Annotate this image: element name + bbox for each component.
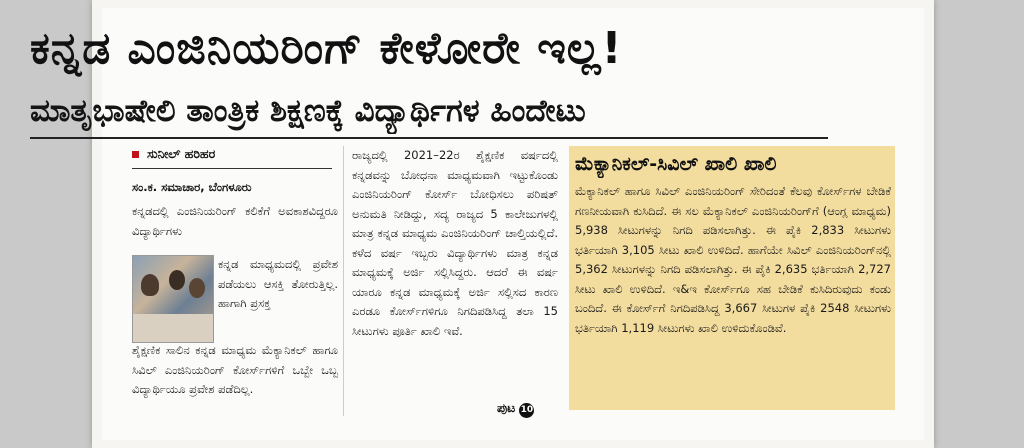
column2-text: ರಾಜ್ಯದಲ್ಲಿ 2021–22ರ ಶೈಕ್ಷಣಿಕ ವರ್ಷದಲ್ಲಿ ಕನ್ನಡವನ್ನು ಬೋಧನಾ ಮಾಧ್ಯಮವಾಗಿ ಇಟ್ಟುಕೊಂಡು ಎಂಜಿನಿಯರಿಂಗ್ ಕೋರ್ಸ್ ಬೋಧಿಸಲು ಪರಿಷತ್ ಅನುಮತಿ ನೀಡಿದ್ದು, ಸದ್ಯ ರಾಜ್ಯದ 5 ಕಾಲೇಜುಗಳಲ್ಲಿ ಮಾತ್ರ ಕನ್ನಡ ಮಾಧ್ಯಮ ಎಂಜಿನಿಯರಿಂಗ್ ಚಾಲ್ತಿಯಲ್ಲಿದೆ. ಕಳೆದ ವರ್ಷ ಇಬ್ಬರು ವಿದ್ಯಾರ್ಥಿಗಳು ಮಾತ್ರ ಕನ್ನಡ ಮಾಧ್ಯಮಕ್ಕೆ ಅರ್ಜಿ ಸಲ್ಲಿಸಿದ್ದರು. ಆದರೆ ಈ ವರ್ಷ ಯಾರೂ ಕನ್ನಡ ಮಾಧ್ಯಮಕ್ಕೆ ಅರ್ಜಿ ಸಲ್ಲಿಸದ ಕಾರಣ ಎರಡೂ ಕೋರ್ಸ್‌ಗಳಿಗೂ ನಿಗದಿಪಡಿಸಿದ್ದ ತಲಾ 15 ಸೀಟುಗಳು ಪೂರ್ತಿ ಖಾಲಿ ಇವೆ. — [352, 148, 558, 338]
headline-divider — [30, 137, 828, 139]
byline-name: ಸುನೀಲ್ ಹರಿಹರ — [147, 146, 216, 161]
headline: ಕನ್ನಡ ಎಂಜಿನಿಯರಿಂಗ್ ಕೇಳೋರೇ ಇಲ್ಲ! — [30, 23, 623, 74]
sidebar-box-body: ಮೆಕ್ಯಾನಿಕಲ್ ಹಾಗೂ ಸಿವಿಲ್ ಎಂಜಿನಿಯರಿಂಗ್ ಸೇರಿದಂತೆ ಕೆಲವು ಕೋರ್ಸ್‌ಗಳ ಬೇಡಿಕೆ ಗಣನೀಯವಾಗಿ ಕುಸಿದಿದೆ. ಈ ಸಲ ಮೆಕ್ಯಾನಿಕಲ್ ಎಂಜಿನಿಯರಿಂಗ್‌ಗೆ (ಆಂಗ್ಲ ಮಾಧ್ಯಮ) 5,938 ಸೀಟುಗಳನ್ನು ನಿಗದಿ ಪಡಿಸಲಾಗಿತ್ತು. ಈ ಪೈಕಿ 2,833 ಸೀಟುಗಳು ಭರ್ತಿಯಾಗಿ 3,105 ಸೀಟು ಖಾಲಿ ಉಳಿದಿದೆ. ಹಾಗೆಯೇ ಸಿವಿಲ್ ಎಂಜಿನಿಯರಿಂಗ್‌ನಲ್ಲಿ 5,362 ಸೀಟುಗಳನ್ನು ನಿಗದಿ ಪಡಿಸಲಾಗಿತ್ತು. ಈ ಪೈಕಿ 2,635 ಭರ್ತಿಯಾಗಿ 2,727 ಸೀಟು ಖಾಲಿ ಉಳಿದಿದೆ. ಇ&ಇ ಕೋರ್ಸ್‌ಗೂ ಸಹ ಬೇಡಿಕೆ ಕುಸಿದಿರುವುದು ಕಂಡು ಬಂದಿದೆ. ಈ ಕೋರ್ಸ್‌ಗೆ ನಿಗದಿಪಡಿಸಿದ್ದ 3,667 ಸೀಟುಗಳ ಪೈಕಿ 2548 ಸೀಟುಗಳು ಭರ್ತಿಯಾಗಿ 1,119 ಸೀಟುಗಳು ಖಾಲಿ ಉಳಿದುಕೊಂಡಿವೆ. — [575, 184, 891, 335]
student-figure — [169, 270, 185, 290]
desk — [133, 314, 213, 342]
student-figure — [189, 278, 205, 298]
continued-label: ಪುಟ — [497, 400, 516, 415]
subheadline: ಮಾತೃಭಾಷೇಲಿ ತಾಂತ್ರಿಕ ಶಿಕ್ಷಣಕ್ಕೆ ವಿದ್ಯಾರ್ಥಿಗಳ ಹಿಂದೇಟು — [30, 93, 586, 129]
sidebar-box-title: ಮೆಕ್ಯಾನಿಕಲ್-ಸಿವಿಲ್ ಖಾಲಿ ಖಾಲಿ — [575, 153, 777, 175]
column1-side-text: ಕನ್ನಡ ಮಾಧ್ಯಮದಲ್ಲಿ ಪ್ರವೇಶ ಪಡೆಯಲು ಆಸಕ್ತಿ ತೋರುತ್ತಿಲ್ಲ. ಹಾಗಾಗಿ ಪ್ರಸಕ್ತ — [218, 257, 338, 310]
column1-top-text: ಕನ್ನಡದಲ್ಲಿ ಎಂಜಿನಿಯರಿಂಗ್ ಕಲಿಕೆಗೆ ಅವಕಾಶವಿದ್ದರೂ ವಿದ್ಯಾರ್ಥಿಗಳು — [132, 204, 338, 238]
dateline: ಸಂ.ಕ. ಸಮಾಚಾರ, ಬೆಂಗಳೂರು — [132, 180, 252, 194]
byline — [132, 146, 215, 162]
column1-bottom-text: ಶೈಕ್ಷಣಿಕ ಸಾಲಿನ ಕನ್ನಡ ಮಾಧ್ಯಮ ಮೆಕ್ಯಾನಿಕಲ್ ಹಾಗೂ ಸಿವಿಲ್ ಎಂಜಿನಿಯರಿಂಗ್ ಕೋರ್ಸ್‌ಗಳಿಗೆ ಒಬ್ಬೇ ಒಬ್ಬ ವಿದ್ಯಾರ್ಥಿಯೂ ಪ್ರವೇಶ ಪಡೆದಿಲ್ಲ. — [132, 343, 338, 396]
column-divider — [343, 146, 344, 416]
continued-page-number: 10 — [519, 403, 534, 418]
byline-divider — [132, 168, 332, 169]
students-photo — [132, 255, 214, 343]
continued-on-page — [497, 400, 534, 418]
student-figure — [141, 274, 159, 296]
byline-marker-icon — [132, 151, 139, 158]
